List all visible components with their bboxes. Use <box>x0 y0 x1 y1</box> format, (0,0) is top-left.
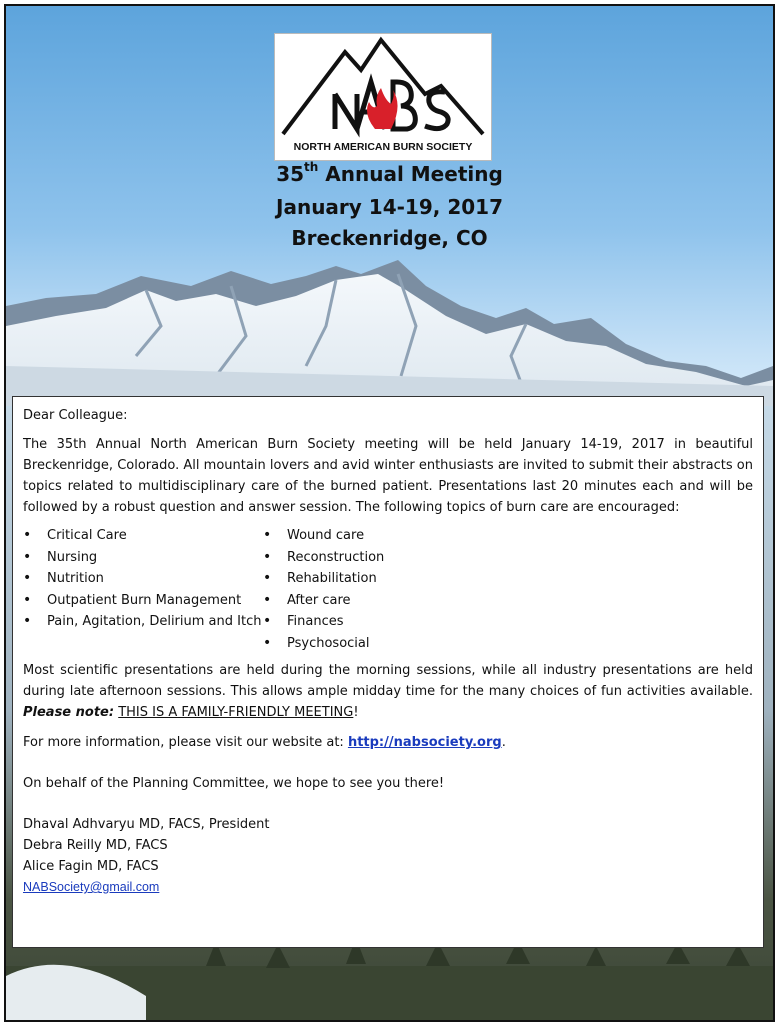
meeting-location: Breckenridge, CO <box>291 226 488 250</box>
list-item: • Reconstruction <box>263 547 384 569</box>
sessions-paragraph: Most scientific presentations are held during the morning sessions, while all industry presentations are held during late afternoon sessions. This allows ample midday time for the many choices of fun activities available. Please note: THIS IS A FAMILY-FRIENDLY MEETING! <box>23 663 753 720</box>
signature-line: Alice Fagin MD, FACS <box>23 859 159 874</box>
invitation-letter <box>12 396 764 948</box>
list-item: • Rehabilitation <box>263 568 384 590</box>
list-item: • Wound care <box>263 525 384 547</box>
list-item: • Nutrition <box>23 568 263 590</box>
signatures <box>23 814 753 898</box>
list-item: • Psychosocial <box>263 633 384 655</box>
please-note-label: Please note: <box>23 705 115 720</box>
list-item: • Nursing <box>23 547 263 569</box>
intro-paragraph: The 35th Annual North American Burn Society meeting will be held January 14-19, 2017 in beautiful Breckenridge, Colorado. All mountain lovers and avid winter enthusiasts are invited to submit their abstracts on topics related to multidisciplinary care of the burned patient. Presentations last 20 minutes each and will be followed by a robust question and answer session. The following topics of burn care are encouraged: <box>23 437 753 515</box>
signature-line: Dhaval Adhvaryu MD, FACS, President <box>23 817 270 832</box>
list-item: • Critical Care <box>23 525 263 547</box>
forest-image <box>6 936 773 1022</box>
list-item: • After care <box>263 590 384 612</box>
topics-lists <box>23 525 753 654</box>
nabs-logo <box>274 33 492 161</box>
signature-line: Debra Reilly MD, FACS <box>23 838 168 853</box>
list-item: • Finances <box>263 611 384 633</box>
list-item: • Pain, Agitation, Delirium and Itch <box>23 611 263 633</box>
email-link[interactable]: NABSociety@gmail.com <box>23 880 160 894</box>
topics-list-right <box>263 525 384 654</box>
list-item: • Outpatient Burn Management <box>23 590 263 612</box>
meeting-dates: January 14-19, 2017 <box>276 195 503 219</box>
closing-line: On behalf of the Planning Committee, we hope to see you there! <box>23 776 445 791</box>
topics-list-left <box>23 525 263 654</box>
mountain-range-image <box>6 246 773 406</box>
salutation: Dear Colleague: <box>23 408 128 423</box>
logo-society-name: NORTH AMERICAN BURN SOCIETY <box>293 141 473 153</box>
family-friendly-notice: THIS IS A FAMILY-FRIENDLY MEETING <box>118 705 354 720</box>
more-info-line: For more information, please visit our website at: http://nabsociety.org. <box>23 735 506 750</box>
meeting-title: 35th Annual Meeting <box>276 160 503 186</box>
website-link[interactable]: http://nabsociety.org <box>347 735 502 750</box>
